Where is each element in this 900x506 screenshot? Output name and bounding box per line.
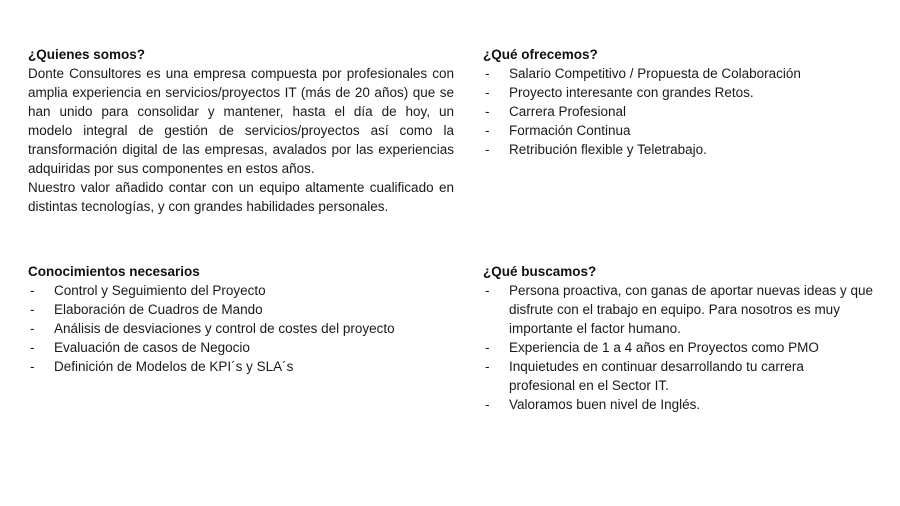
item-text: Retribución flexible y Teletrabajo. <box>509 142 707 157</box>
section-que-ofrecemos <box>483 45 883 159</box>
bullet-dash: - <box>485 283 490 298</box>
text-line: transformación digital de las empresas, avalados por las experiencias <box>28 142 454 157</box>
text-line: Donte Consultores es una empresa compuesta por profesionales con <box>28 66 454 81</box>
section-title-conocimientos: Conocimientos necesarios <box>28 264 200 279</box>
text-line: modelo integral de gestión de servicios/proyectos así como la <box>28 123 454 138</box>
bullet-dash: - <box>30 283 35 298</box>
bullet-dash: - <box>30 359 35 374</box>
list-item <box>483 121 883 140</box>
offer-list <box>483 64 883 159</box>
text-line: adquiridas por sus componentes en estos años. <box>28 161 315 176</box>
item-line: profesional en el Sector IT. <box>509 378 669 393</box>
list-item <box>483 357 883 395</box>
list-item <box>483 140 883 159</box>
bullet-dash: - <box>485 359 490 374</box>
text-line: Nuestro valor añadido contar con un equipo altamente cualificado en <box>28 180 454 195</box>
list-item <box>28 281 454 300</box>
item-text: Elaboración de Cuadros de Mando <box>54 302 263 317</box>
bullet-dash: - <box>30 340 35 355</box>
bullet-dash: - <box>485 142 490 157</box>
bullet-dash: - <box>485 104 490 119</box>
list-item <box>483 338 883 357</box>
item-line: Experiencia de 1 a 4 años en Proyectos como PMO <box>509 340 819 355</box>
item-text: Análisis de desviaciones y control de costes del proyecto <box>54 321 395 336</box>
knowledge-list <box>28 281 454 376</box>
section-quienes-somos <box>28 45 454 216</box>
item-line: Valoramos buen nivel de Inglés. <box>509 397 701 412</box>
bullet-dash: - <box>485 397 490 412</box>
list-item <box>483 281 883 338</box>
seek-list <box>483 281 883 414</box>
item-text: Carrera Profesional <box>509 104 627 119</box>
section-que-buscamos <box>483 262 883 414</box>
bullet-dash: - <box>485 66 490 81</box>
item-text: Control y Seguimiento del Proyecto <box>54 283 266 298</box>
section-title-quienes-somos: ¿Quienes somos? <box>28 47 146 62</box>
bullet-dash: - <box>485 123 490 138</box>
section-conocimientos-necesarios <box>28 262 454 376</box>
bullet-dash: - <box>485 85 490 100</box>
section-title-que-buscamos: ¿Qué buscamos? <box>483 264 597 279</box>
item-line: importante el factor humano. <box>509 321 681 336</box>
item-line: disfrute con el trabajo en equipo. Para nosotros es muy <box>509 302 840 317</box>
bullet-dash: - <box>30 302 35 317</box>
item-text: Proyecto interesante con grandes Retos. <box>509 85 754 100</box>
list-item <box>28 319 454 338</box>
list-item <box>28 338 454 357</box>
section-title-que-ofrecemos: ¿Qué ofrecemos? <box>483 47 598 62</box>
item-text: Evaluación de casos de Negocio <box>54 340 250 355</box>
text-line: distintas tecnologías, y con grandes habilidades personales. <box>28 199 389 214</box>
item-text: Formación Continua <box>509 123 631 138</box>
item-text: Salario Competitivo / Propuesta de Colaboración <box>509 66 801 81</box>
list-item <box>483 64 883 83</box>
item-line: Inquietudes en continuar desarrollando tu carrera <box>509 359 804 374</box>
item-text: Definición de Modelos de KPI´s y SLA´s <box>54 359 294 374</box>
list-item <box>28 300 454 319</box>
bullet-dash: - <box>30 321 35 336</box>
list-item <box>28 357 454 376</box>
list-item <box>483 395 883 414</box>
text-line: amplia experiencia en servicios/proyectos IT (más de 20 años) que se <box>28 85 454 100</box>
bullet-dash: - <box>485 340 490 355</box>
item-line: Persona proactiva, con ganas de aportar nuevas ideas y que <box>509 283 873 298</box>
list-item <box>483 102 883 121</box>
text-line: han unido para consolidar y mantener, hasta el día de hoy, un <box>28 104 454 119</box>
list-item <box>483 83 883 102</box>
